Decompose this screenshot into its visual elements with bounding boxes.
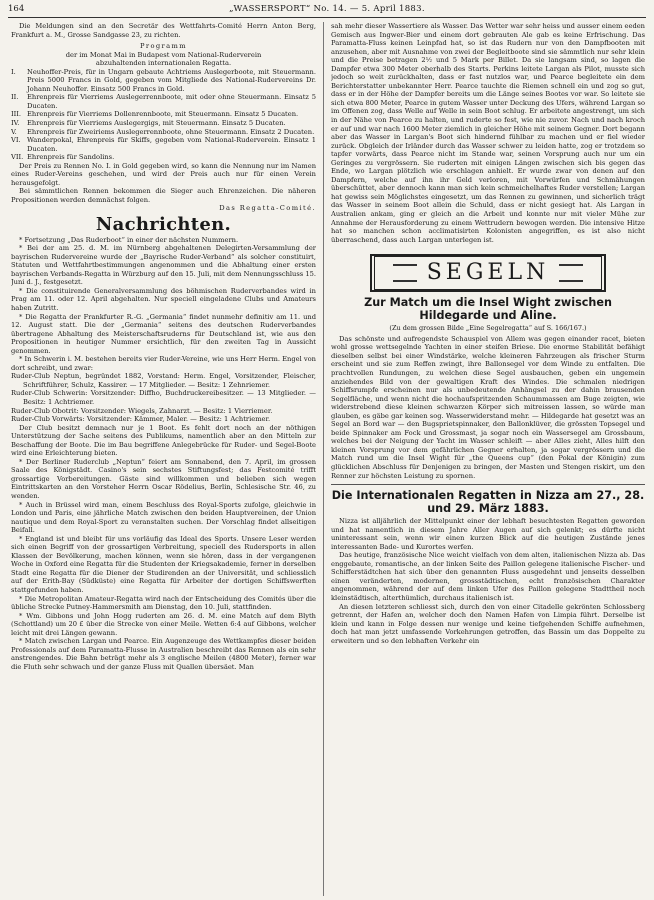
article-continuation: sah mehr dieser Wassertiere als Wasser. Das Wetter war sehr heiss und ausser einem eeden Gemisch aus Ingwer-Bier und einem dort gebrauten Ale gab es keine Erfrischung. Das Paramatta-Fluss keinen Leinpfad hat, so ist das Rudern nur von den Dampfbooten mit anzusehen, aber mit Ausnahme von zwei der Begleitboote sind sie sämmtlich nur sehr klein und die Preise betragen 2½ und 5 Mark per Billet. Da sie langsam sind, so lagen die Dampfer etwa 300 Meter oberhalb des Starts. Perkins leitete Largan als Pilot, musste sich jedoch so weit zurückhalten, dass er fast nutzlos war, und Pearce begleitete ein dem Berichterstatter unbekannter Herr. Pearce tauchte die Riemen schnell ein und zog so gut, dass er in der Höhe der Dampfer bereits um die Länge seines Bootes vor war. So leitete sie sich etwa 800 Meter, Pearce in gutem Wasser unter Deckung des Ufers, während Largan so im Offenen zog, dass Welle auf Welle in sein Boot schlug. Er arbeitete angestrengt, um sich in der Nähe von Pearce zu halten, und ruderte so fest, wie nie zuvor. Nach und nach kroch er auf und war nach 1600 Meter ziemlich in gleicher Höhe mit seinem Gegner. Dort begann aber das Wasser in Largan's Boot sich hindernd fühlbar zu machen und er fiel wieder zurück. Obgleich der Irländer durch das Wasser schwer zu leiden hatte, zog er trotzdem so tapfer vorwärts, dass Pearce nicht im Stande war, seinen Vorsprung auch nur um ein Geringes zu vergrössern. Sie ruderten mit einigen Längen zwischen sich bis gegen das Ende, wo Largan plötzlich wie erschlagen anhielt. Er wurde zwar von denen auf den Dampfern, welche auf ihn ihr Geld verloren, mit Vorwürfen und Schmähungen überschüttet, aber dennoch kann man sich kein schmeichelhaftes Ruder verstellen; Largan hat gewiss sein Möglichstes eingesetzt, um das Rennen zu gewinnen, und sicherlich trägt das Wasser in seinem Boot allein die Schuld, dass er nicht gesiegt hat. Als Largan in Australien ankam, ging er gleich an die Arbeit und konnte nur mit vieler Mühe zur Annahme der Herausforderung zu einem Wettrudern bewogen werden. Die intensive Hitze hat so manchen schon acclimatisirten Kolonisten angegriffen, es ist also nicht überraschend, dass auch Largan unterlegen ist. bbox=[331, 22, 645, 244]
programm-note: Bei sämmtlichen Rennen bekommen die Sieger auch Ehrenzeichen. Die näheren Propositionen werden demnächst folgen. bbox=[11, 187, 316, 204]
article-separator bbox=[331, 484, 645, 485]
news-item: * Wm. Gibbons und John Hogg ruderten am 26. d. M. eine Match auf dem Blyth (Schottland) um 20 £ über die Strecke von einer Meile. Wetten 6:4 auf Gibbons, welcher leicht mit drei Längen gewann. bbox=[11, 611, 316, 637]
article-headline: Die Internationalen Regatten in Nizza am 27., 28. und 29. März 1883. bbox=[331, 489, 645, 516]
ornament-icon bbox=[559, 264, 583, 282]
section-title-nachrichten: Nachrichten. bbox=[95, 214, 232, 236]
news-item: * Die Metropolitan Amateur-Regatta wird nach der Entscheidung des Comités über die übliche Strecke Putney-Hammersmith am Dienstag, den 10. Juli, stattfinden. bbox=[11, 594, 316, 612]
ornament-icon bbox=[393, 264, 417, 282]
segeln-section-banner bbox=[370, 254, 606, 292]
news-item: * Auch in Brüssel wird man, einem Beschluss des Royal-Sports zufolge, gleichwie in London und Paris, eine jährliche Match zwischen den beiden Hauptvereinen, der Union nautique und dem Royal-Sport zu veranstalten suchen. Der Vorschlag findet allseitigen Beifall. bbox=[11, 500, 316, 535]
programm-item: VII. Ehrenpreis für Sandolins. bbox=[11, 153, 115, 162]
news-item: * England ist und bleibt für uns vorläufig das Ideal des Sports. Unsere Leser werden sich einen Begriff von der grossartigen Verbreitung, speciell des Rudersports in allen Klassen der Bevölkerung, machen können, wenn sie hören, dass in der vergangenen Woche in Oxford eine Regatta für die Studenten der Kriegsakademie, ferner in derselben Stadt eine Regatta für die Diener der Studirenden an der Universität, und schliesslich auf der Erith-Bay (Südküste) eine Regatta für Arbeiter der dortigen Schiffswerften stattgefunden haben. bbox=[11, 534, 316, 594]
programm-item: I. Neuhoffer-Preis, für in Ungarn gebaute Achtriems Auslegerboote, mit Steuermann. Preis 5000 Francs in Gold, gegeben vom Mitgliede des National-Rudervereins Dr. Johann Neuhoffer. Einsatz 500 Francs in Gold. bbox=[11, 67, 316, 93]
segeln-title: SEGELN bbox=[426, 259, 550, 285]
programm-item: IV. Ehrenpreis für Vierriems Auslegergigs, mit Steuermann. Einsatz 5 Ducaten. bbox=[11, 119, 286, 128]
programm-subtitle-1: der im Monat Mai in Budapest vom National-Ruderverein bbox=[65, 50, 262, 59]
article-subheadline: (Zu dem grossen Bilde „Eine Segelregatta“ auf S. 166/167.) bbox=[389, 324, 587, 333]
article-paragraph: Das heutige, französische Nice weicht vielfach von dem alten, italienischen Nizza ab. Das enggebaute, romantische, an der linken Seite des Paillon gelegene italienische Fischer- und Schifferstädtchen hat sich über den genannten Fluss ausgedehnt und jenseits desselben einen veränderten, modernen, grossstädtischen, echt französischen Charakter angenommen, während der auf dem linken Ufer des Paillon gelegene Stadttheil noch kleinstädtisch, alterthümlich, durchaus italienisch ist. bbox=[331, 551, 645, 602]
page-header bbox=[8, 4, 646, 16]
club-entry: Ruder-Club Obotrit: Vorsitzender: Wiegels, Zahnarzt. — Besitz: 1 Vierriemer. bbox=[11, 406, 273, 415]
club-entry: Ruder-Club Vorwärts: Vorsitzender: Kämmer, Maler. — Besitz: 1 Achtriemer. bbox=[11, 415, 271, 424]
article-paragraph: An diesen letzteren schliesst sich, durch den von einer Citadelle gekrönten Schlossberg getrennt, der Hafen an, welcher doch den Namen Hafen von Limpia führt. Derselbe ist klein und kann in Folge dessen nur wenige und keine tiefgehenden Schiffe aufnehmen, doch hat man jetzt umfassende Vorkehrungen getroffen, das Bassin um das Doppelte zu erweitern und so den lebhaften Verkehr ein bbox=[331, 602, 645, 645]
news-item: * Fortsetzung „Das Ruderboot“ in einer der nächsten Nummern. bbox=[19, 235, 239, 244]
news-item: Der Club besitzt demnach nur je 1 Boot. Es fehlt dort noch an der nöthigen Unterstützung der Sache seitens des Publikums, namentlich aber an den Mitteln zur Beschaffung der Boote. Die im Bau begriffene Anlegebrücke für Ruder- und Segel-Boote wird eine Erleichterung bieten. bbox=[11, 423, 316, 458]
programm-subtitle-2: abzuhaltenden internationalen Regatta. bbox=[95, 59, 232, 68]
club-entry: Ruder-Club Neptun, begründet 1882, Vorstand: Herm. Engel, Vorsitzender, Fleischer, Schriftführer, Schulz, Kassirer. — 17 Mitglieder. — Besitz: 1 Zehnriemer. bbox=[11, 372, 316, 389]
programm-signature: Das Regatta-Comité. bbox=[219, 204, 316, 213]
programm-item: II. Ehrenpreis für Vierriems Auslegerrennboote, mit oder ohne Steuermann. Einsatz 5 Ducaten. bbox=[11, 93, 316, 110]
programm-title: Programm bbox=[139, 42, 188, 51]
intro-paragraph: Die Meldungen sind an den Secretär des Wettfahrts-Comité Herrn Anton Berg, Frankfurt a. M., Grosse Sandgasse 23, zu richten. bbox=[11, 22, 316, 39]
article-headline: Zur Match um die Insel Wight zwischen Hildegarde und Aline. bbox=[364, 296, 612, 323]
news-item: * In Schwerin i. M. bestehen bereits vier Ruder-Vereine, wie uns Herr Herm. Engel von dort schreibt, und zwar: bbox=[11, 355, 316, 372]
page-number: 164 bbox=[8, 4, 25, 14]
left-column bbox=[11, 22, 316, 896]
news-item: * Match zwischen Largan und Pearce. Ein Augenzeuge des Wettkampfes dieser beiden Professionals auf dem Paramatta-Flusse in Australien beschreibt das Rennen als ein sehr anstrengendes. Die Bahn beträgt mehr als 3 englische Meilen (4800 Meter), ferner war die Fluth sehr schwach und der ganze Fluss mit Quallen übersäet. Man bbox=[11, 637, 316, 671]
news-item: * Der Berliner Ruderclub „Neptun“ feiert am Sonnabend, den 7. April, im grossen Saale des Königstädt. Casino's sein sechstes Stiftungsfest; das Festcomité trifft grossartige Vorbereitungen. Gäste sind willkommen und belieben sich wegen Eintrittskarten an den Vorsteher Herrn Oscar Rödelius, Berlin, Schlesische Str. 46, zu wenden. bbox=[11, 457, 316, 500]
right-column bbox=[331, 22, 645, 896]
news-item: * Bei der am 25. d. M. im Nürnberg abgehaltenen Delegirten-Versammlung der bayrischen Rudervereine wurde der „Bayrische Ruder-Verband“ als solcher constituirt, Statuten und Wettfahrtbestimmungen angenommen und die Abhaltung einer ersten bayrischen Verbands-Regatta in Würzburg auf den 15. Juli, mit dem Nennungsschluss 15. Juni d. J., festgesetzt. bbox=[11, 244, 316, 287]
programm-item: VI. Wanderpokal, Ehrenpreis für Skiffs, gegeben vom National-Ruderverein. Einsatz 1 Ducaten. bbox=[11, 136, 316, 153]
programm-item: V. Ehrenpreis für Zweiriems Auslegerrennboote, ohne Steuermann. Einsatz 2 Ducaten. bbox=[11, 127, 315, 136]
news-item: * Die Regatta der Frankfurter R.-G. „Germania“ findet nunmehr definitiv am 11. und 12. August statt. Die der „Germania“ seitens des deutschen Ruderverbandes übertragene Abhaltung des Meisterschaftsruderns für Deutschland ist, wie aus den Propositionen in heutiger Nummer ersichtlich, für den zweiten Tag in Aussicht genommen. bbox=[11, 312, 316, 355]
article-paragraph: Das schönste und aufregendste Schauspiel von Allem was gegen einander racet, bieten wohl grosse wettsegelnde Yachten in einer steifen Briese. Die enorme Stabilität befähigt dieselben selbst bei einer Windstärke, welche kleineren Fahrzeugen als frischer Sturm erscheint und sie zum Reffen zwingt, ihre Ballonsegel vor dem Winde zu entfalten. Die prachtvollen Rundungen, zu welchen diese Segel ausbauchen, geben ein ungemein anziehendes Bild von der gewaltigen Kraft des Windes. Die schmalen niedrigen Schiffsrumpfe erscheinen nur als unbedeutende Anhängsel zu der dahin brausenden Segelfläche, und wenn nicht die hochaufspritzenden Schaummassen am Buge zeigten, wie widerstrebend diese kleinen schwarzen Körper sich mitreissen lassen, so würde man glauben, es gäbe gar keinen sog. Wasserwiderstand mehr. — Hildegarde hat gesetzt was an Segel an Bord war — den Bugsprietspinnaker, den Ballonklüver, die grössten Topsegel und beide Spinnaker am Fock und Grossmast, ja sogar noch ein Wassersegel am Grossbaum, welches bei der Neigung der Yacht im Wasser schleift — aber Alles zieht, Alles hilft den kleinen Vorsprung vor dem gefährlichen Gegner erhalten, ja sogar vergrössern und die Match rund um die Insel Wight für „the Queens cup“ (den Pokal der Königin) zum glücklichen Abschluss für Denjenigen zu bringen, der Masten und Stengen riskirt, um den Renner zur höchsten Leistung zu spornen. bbox=[331, 334, 645, 480]
column-divider bbox=[323, 22, 324, 896]
header-rule bbox=[8, 17, 646, 18]
running-title: „WASSERSPORT“ No. 14. — 5. April 1883. bbox=[229, 4, 425, 14]
news-item: * Die constituirende Generalversammlung des böhmischen Ruderverbandes wird in Prag am 11. oder 12. April abgehalten. Nur speciell eingeladene Clubs und Amateurs haben Zutritt. bbox=[11, 286, 316, 312]
programm-note: Der Preis zu Rennen No. I. in Gold gegeben wird, so kann die Nennung nur im Namen eines Ruder-Vereins geschehen, und wird der Preis auch nur für einen Verein herausgefolgt. bbox=[11, 161, 316, 187]
article-paragraph: Nizza ist alljährlich der Mittelpunkt einer der lebhaft besuchtesten Regatten geworden und hat namentlich in diesem Jahre Aller Augen auf sich gelenkt; es dürfte nicht uninteressant sein, wenn wir einen kurzen Blick auf die heutigen Zustände jenes interessanten Bade- und Kurortes werfen. bbox=[331, 517, 645, 551]
club-entry: Ruder-Club Schwerin: Vorsitzender: Diffho, Buchdruckereibesitzer. — 13 Mitglieder. — Besitz: 1 Achtriemer. bbox=[11, 389, 316, 406]
programm-item: III. Ehrenpreis für Vierriems Dollenrennboote, mit Steuermann. Einsatz 5 Ducaten. bbox=[11, 110, 299, 119]
